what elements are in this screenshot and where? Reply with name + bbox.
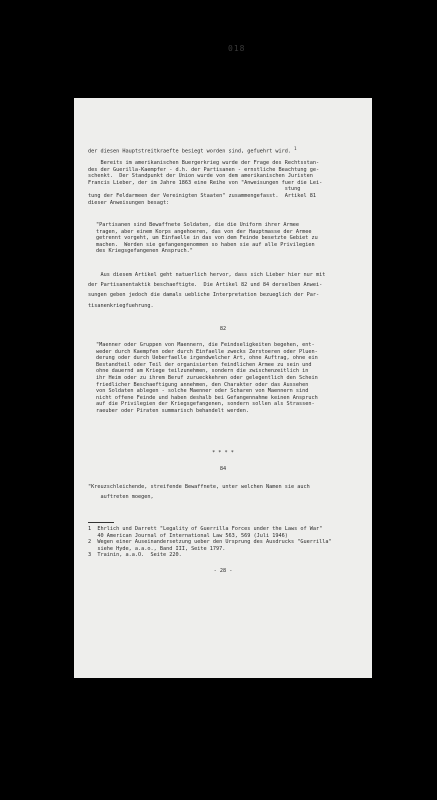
para2-line: sungen geben jedoch die damals uebliche Interpretation bezueglich der Par- (88, 292, 320, 299)
quote1-line: "Partisanen sind Bewaffnete Soldaten, die die Uniform ihrer Armee (96, 222, 300, 228)
quote2-line: ohne dauernd am Kriege teilzunehmen, sondern die zwischenzeitlich in (96, 368, 309, 375)
quote2-line: raeuber oder Piraten summarisch behandelt werden. (96, 407, 250, 414)
section-82-heading: 82 (219, 326, 227, 332)
page-number: - 28 - (213, 568, 233, 574)
paragraph-civil-war (88, 160, 322, 206)
quote1-line: des Kriegsgefangenen Anspruch." (96, 248, 193, 255)
footnote-line: 40 American Journal of International Law 563, 569 (Juli 1946) (88, 532, 288, 539)
footnote-divider (88, 522, 114, 523)
quote2-line: von Soldaten ablegen - solche Maenner oder Scharen von Maennern sind (96, 388, 309, 395)
para1-line: des der Guerilla-Kaempfer - d.h. der Partisanen - ernstliche Beachtung ge- (88, 166, 320, 173)
para3-line: auftreten moegen, (88, 494, 154, 501)
footnote-line: 3 Trainin, a.a.O. Seite 220. (88, 552, 182, 559)
quote2-line: "Maenner oder Gruppen von Maennern, die Feindseligkeiten begehen, ent- (96, 342, 315, 348)
quote2-line: Bestandteil oder Teil der organisierten feindlichen Armee zu sein und (96, 361, 312, 368)
quote2-line: nicht offene Feinde und haben deshalb bei Gefangennahme keinen Anspruch (96, 394, 318, 401)
para1-line: tung der Feldarmeen der Vereinigten Staaten" zusammengefasst. Artikel 81 (88, 192, 316, 199)
quote2-line: ihr Heim oder zu ihrem Beruf zurueckkehren oder gelegentlich den Schein (96, 374, 318, 381)
para2-line: tisanenkriegfuehrung. (88, 302, 154, 309)
document-page (74, 98, 372, 678)
intro-text: der diesen Hauptstreitkraefte besiegt worden sind, gefuehrt wird. (88, 148, 292, 155)
footnote-line: 2 Wegen einer Auseinandersetzung ueber den Ursprung des Ausdrucks "Guerrilla" (88, 539, 332, 546)
para1-correction: stung (88, 186, 301, 193)
para1-line: dieser Anweisungen besagt: (88, 199, 170, 206)
paragraph-lieber (88, 270, 325, 311)
intro-line (88, 146, 297, 155)
footnote-line: siehe Hyde, a.a.o., Band III, Seite 1797. (88, 545, 226, 552)
quote2-line: friedlicher Beschaeftigung annehmen, den Charakter oder das Aussehen (96, 381, 309, 388)
footnote-line: 1 Ehrlich und Darrett "Legality of Guerrilla Forces under the Laws of War" (88, 526, 323, 532)
footnote-ref-1: 1 (294, 146, 297, 151)
quote2-line: weder durch Kaempfen oder durch Einfaelle zwecks Zerstoeren oder Pluen- (96, 348, 318, 355)
quote2-line: derung oder durch Ueberfaelle irgendwelcher Art, ohne Auftrag, ohne ein (96, 355, 318, 362)
quote1-line: machen. Werden sie gefangengenommen so haben sie auf alle Privilegien (96, 241, 315, 248)
para3-line: "Kreuzschleichende, streifende Bewaffnete, unter welchen Namen sie auch (88, 484, 310, 490)
footnotes (88, 526, 332, 559)
para2-line: der Partisanentaktik beschaeftigte. Die Artikel 82 und 84 derselben Anwei- (88, 282, 323, 289)
para1-line: Bereits im amerikanischen Buergerkrieg wurde der Frage des Rechtsstan- (88, 160, 320, 166)
para1-line: Francis Lieber, der im Jahre 1863 eine Reihe von "Anweisungen fuer die Lei- (88, 179, 323, 186)
quote-article-81 (96, 222, 318, 255)
section-84-heading: 84 (219, 466, 227, 472)
quote1-line: tragen, aber einem Korps angehoeren, das von der Hauptmasse der Armee (96, 228, 312, 235)
quote-article-82 (96, 342, 318, 415)
quote1-line: getrennt vorgeht, um Einfaelle in das von dem Feinde besetzte Gebiet zu (96, 235, 318, 242)
para2-line: Aus diesem Artikel geht natuerlich hervor, dass sich Lieber hier nur mit (88, 272, 326, 278)
archive-stamp: 018 (228, 44, 246, 53)
para1-line: schenkt. Der Standpunkt der Union wurde von dem amerikanischen Juristen (88, 173, 313, 180)
paragraph-article-84 (88, 482, 310, 502)
section-separator-stars: * * * * (212, 450, 234, 456)
quote2-line: auf die Privilegien der Kriegsgefangenen, sondern sollen als Strassen- (96, 401, 315, 408)
